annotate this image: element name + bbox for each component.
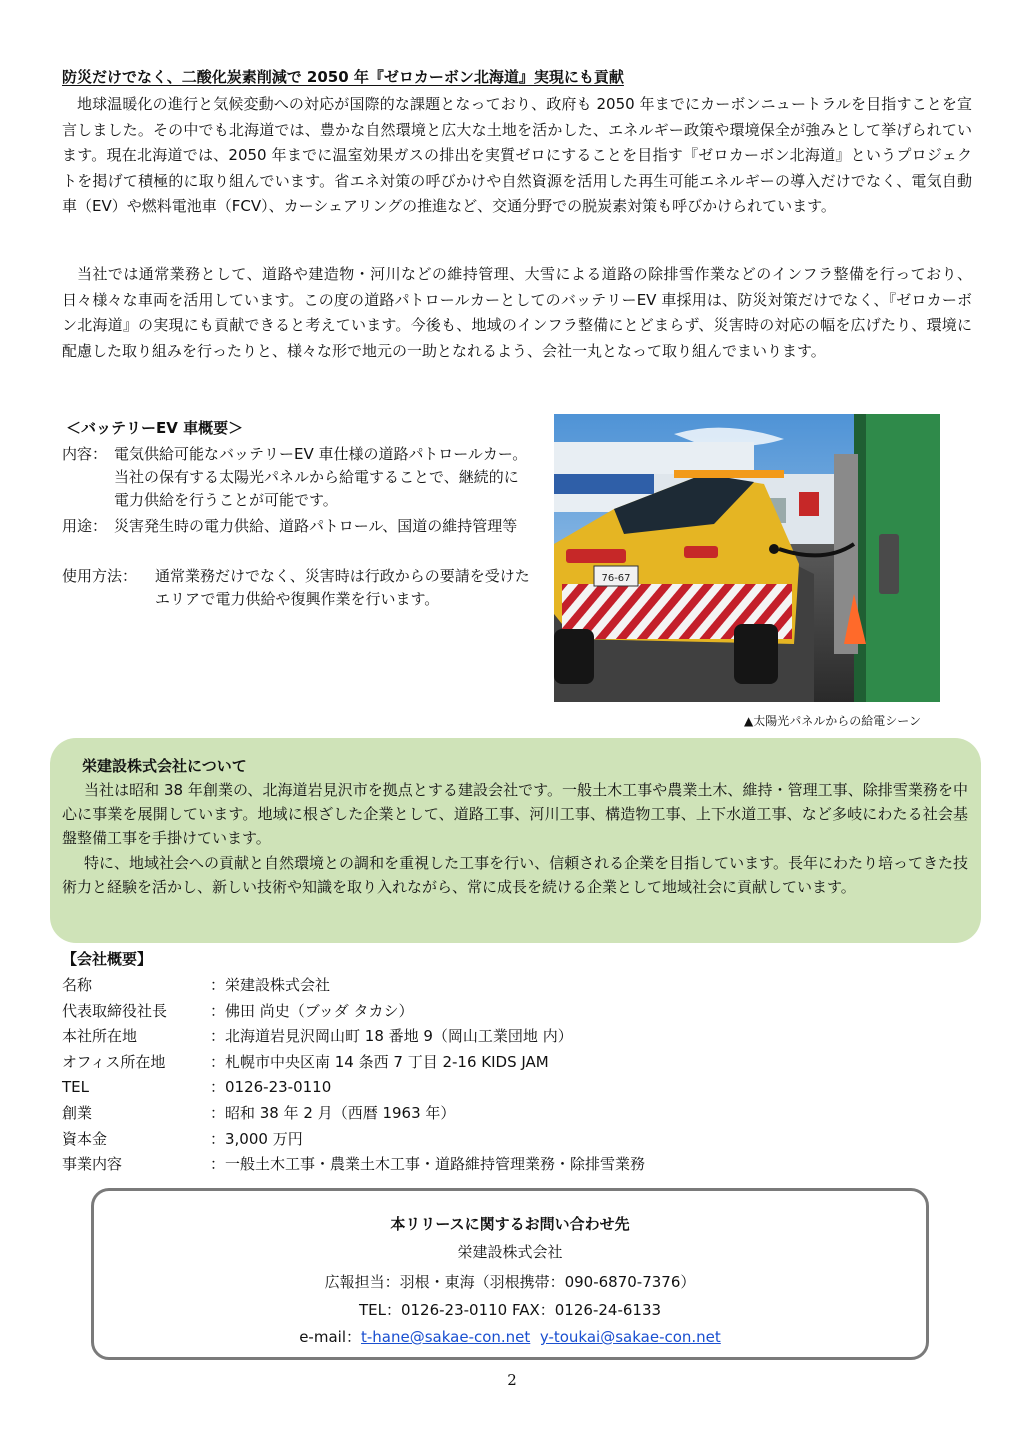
company-row-key: 事業内容 bbox=[62, 1155, 123, 1174]
about-title: 栄建設株式会社について bbox=[82, 757, 247, 775]
ev-use-row bbox=[62, 515, 532, 563]
company-row-key: TEL bbox=[62, 1078, 89, 1097]
company-overview-title: 【会社概要】 bbox=[62, 950, 153, 968]
company-row-value: ：3,000 万円 bbox=[210, 1129, 303, 1148]
ev-use-label: 用途： bbox=[62, 517, 108, 535]
license-plate: 76-67 bbox=[601, 573, 631, 584]
contact-tel-fax: TEL：0126-23-0110 FAX：0126-24-6133 bbox=[358, 1301, 662, 1319]
ev-content-text: 電気供給可能なバッテリーEV 車仕様の道路パトロールカー。当社の保有する太陽光パネルから給電することで、継続的に電力供給を行うことが可能です。 bbox=[114, 445, 528, 509]
company-effort-paragraph: 当社では通常業務として、道路や建造物・河川などの維持管理、大雪による道路の除排雪作業などのインフラ整備を行っており、日々様々な車両を活用しています。この度の道路パトロールカーとしてのバッテリーEV 車採用は、防災対策だけでなく、『ゼロカーボン北海道』の実現にも貢献できると考えています。今後も、地域のインフラ整備にとどまらず、災害時の対応の幅を広げたり、環境に配慮した取り組みを行ったりと、様々な形で地元の一助となれるよう、会社一丸となって取り組んでまいります。 bbox=[62, 265, 972, 360]
company-row-key: 資本金 bbox=[62, 1129, 108, 1148]
company-row-value: ：昭和 38 年 2 月（西暦 1963 年） bbox=[210, 1103, 456, 1122]
intro-paragraph: 地球温暖化の進行と気候変動への対応が国際的な課題となっており、政府も 2050 年までにカーボンニュートラルを目指すことを宣言しました。その中でも北海道では、豊かな自然環境と広大な土地を活かした、エネルギー政策や環境保全が強みとして挙げられています。現在北海道では、2050 年までに温室効果ガスの排出を実質ゼロにすることを目指す『ゼロカーボン北海道』というプロジェクトを掲げて積極的に取り組んでいます。省エネ対策の呼びかけや自然資源を活用した再生可能エネルギーの導入だけでなく、電気自動車（EV）や燃料電池車（FCV）、カーシェアリングの推進など、交通分野での脱炭素対策も呼びかけられています。 bbox=[62, 95, 972, 215]
about-paragraph-2: 特に、地域社会への貢献と自然環境との調和を重視した工事を行い、信頼される企業を目指しています。長年にわたり培ってきた技術力と経験を活かし、新しい技術や知識を取り入れながら、常に成長を続ける企業として地域社会に貢献しています。 bbox=[62, 854, 968, 896]
company-row-key: オフィス所在地 bbox=[62, 1052, 166, 1071]
ev-content-row bbox=[62, 443, 532, 513]
contact-box bbox=[91, 1188, 929, 1360]
company-row-value: ：栄建設株式会社 bbox=[210, 976, 331, 994]
photo-caption: ▲太陽光パネルからの給電シーン bbox=[744, 714, 921, 728]
ev-use-text: 災害発生時の電力供給、道路パトロール、国道の維持管理等 bbox=[114, 517, 518, 535]
company-row-value: ：一般土木工事・農業土木工事・道路維持管理業務・除排雪業務 bbox=[210, 1155, 646, 1174]
ev-method-text: 通常業務だけでなく、災害時は行政からの要請を受けたエリアで電力供給や復興作業を行います。 bbox=[155, 567, 530, 608]
page-number: 2 bbox=[507, 1371, 517, 1389]
email-link-hane[interactable]: t-hane@sakae-con.net bbox=[360, 1328, 531, 1346]
contact-email bbox=[94, 1326, 926, 1347]
company-row-value: ：札幌市中央区南 14 条西 7 丁目 2-16 KIDS JAM bbox=[210, 1052, 549, 1071]
ev-content-label: 内容： bbox=[62, 445, 108, 463]
contact-title: 本リリースに関するお問い合わせ先 bbox=[390, 1215, 630, 1233]
company-row-key: 本社所在地 bbox=[62, 1027, 138, 1046]
email-link-toukai[interactable]: y-toukai@sakae-con.net bbox=[539, 1328, 721, 1346]
company-row-value: ：北海道岩見沢岡山町 18 番地 9（岡山工業団地 内） bbox=[210, 1027, 573, 1046]
ev-method-label: 使用方法： bbox=[62, 567, 138, 585]
about-paragraph-1: 当社は昭和 38 年創業の、北海道岩見沢市を拠点とする建設会社です。一般土木工事や農業土木、維持・管理工事、除排雪業務を中心に事業を展開しています。地域に根ざした企業として、道路工事、河川工事、構造物工事、上下水道工事、など多岐にわたる社会基盤整備工事を手掛けています。 bbox=[62, 781, 968, 847]
email-label: e-mail： bbox=[299, 1328, 361, 1346]
ev-overview-title: ＜バッテリーEV 車概要＞ bbox=[66, 419, 244, 437]
contact-company: 栄建設株式会社 bbox=[457, 1243, 563, 1261]
company-row-value: ：佛田 尚史（ブッダ タカシ） bbox=[210, 1001, 414, 1020]
section-heading: 防災だけでなく、二酸化炭素削減で 2050 年『ゼロカーボン北海道』実現にも貢献 bbox=[62, 68, 624, 86]
company-row-key: 代表取締役社長 bbox=[62, 1001, 168, 1020]
ev-charging-photo bbox=[554, 414, 940, 702]
company-row-key: 名称 bbox=[62, 976, 93, 994]
contact-staff: 広報担当：羽根・東海（羽根携帯：090-6870-7376） bbox=[324, 1273, 696, 1291]
ev-method-row bbox=[62, 565, 532, 613]
company-row-key: 創業 bbox=[62, 1103, 93, 1122]
company-row-value: ：0126-23-0110 bbox=[210, 1078, 332, 1097]
